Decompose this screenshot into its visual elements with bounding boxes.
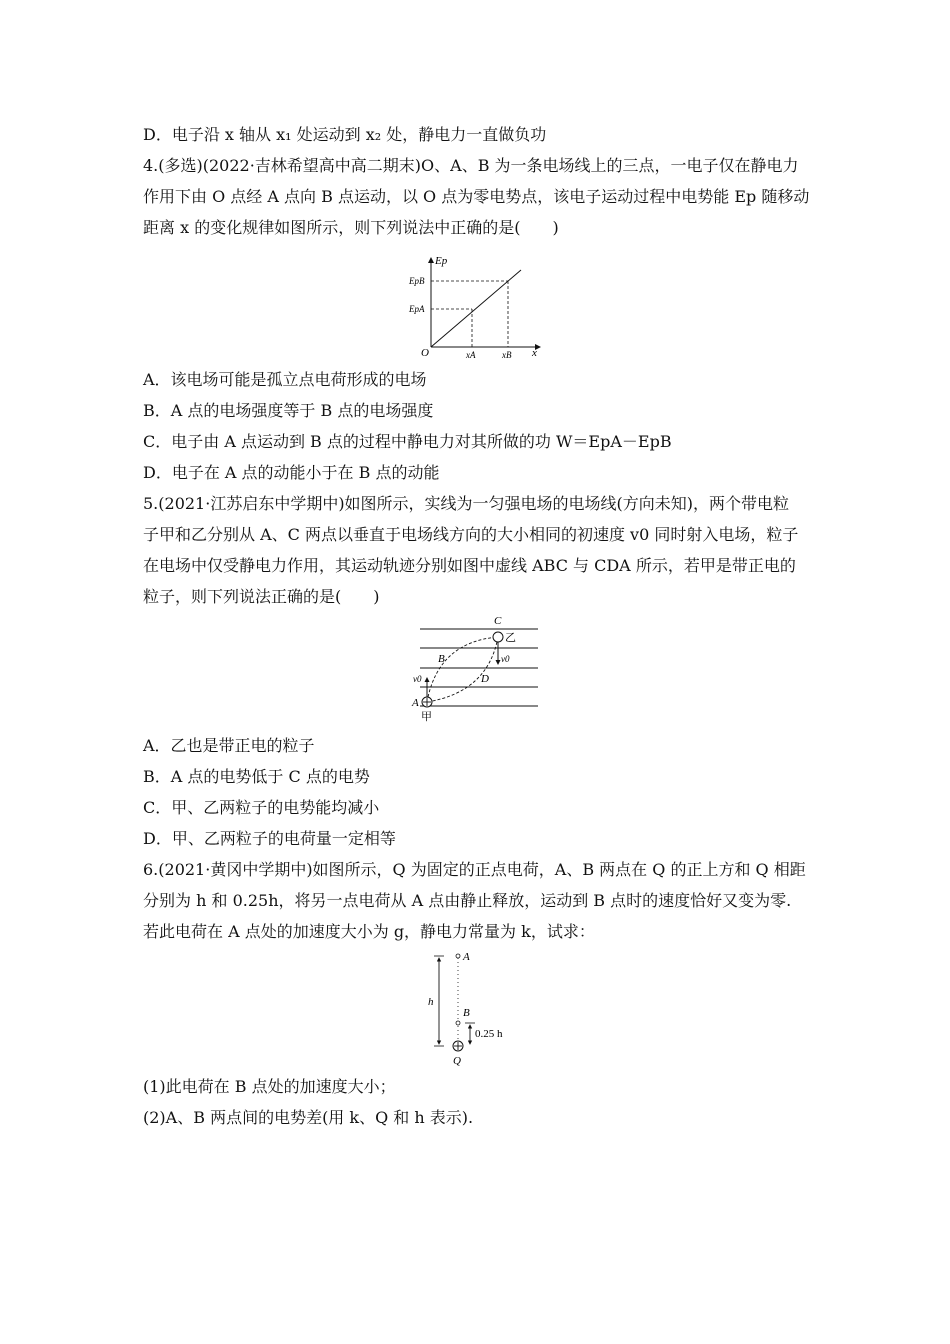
q5-option-d: D．甲、乙两粒子的电荷量一定相等 xyxy=(143,829,396,848)
q4-option-b: B．A 点的电场强度等于 B 点的电场强度 xyxy=(143,401,434,420)
q5-stem-line4: 粒子，则下列说法正确的是( ) xyxy=(143,587,380,606)
q4-stem-line3: 距离 x 的变化规律如图所示，则下列说法中正确的是( ) xyxy=(143,218,559,237)
q3-option-d: D．电子沿 x 轴从 x₁ 处运动到 x₂ 处，静电力一直做负功 xyxy=(143,125,547,144)
q4-ep-x-graph xyxy=(405,252,550,362)
q6-label-q: Q xyxy=(453,1055,461,1067)
q5-field-diagram xyxy=(408,612,543,727)
q5-label-v0-right: v0 xyxy=(501,654,510,664)
q5-label-a: A xyxy=(412,697,419,709)
q6-label-025h: 0.25 h xyxy=(475,1028,503,1040)
q6-subquestion-1: (1)此电荷在 B 点处的加速度大小； xyxy=(143,1077,396,1096)
q4-option-a: A．该电场可能是孤立点电荷形成的电场 xyxy=(143,370,427,389)
q4-ep-line xyxy=(431,270,521,347)
q4-option-d: D．电子在 A 点的动能小于在 B 点的动能 xyxy=(143,463,440,482)
q6-label-h: h xyxy=(428,996,434,1008)
q5-label-d: D xyxy=(481,673,489,685)
q4-epa-label: EpA xyxy=(409,304,425,314)
q5-stem-line1: 5.(2021·江苏启东中学期中)如图所示，实线为一匀强电场的电场线(方向未知)，两个带电粒 xyxy=(143,494,790,513)
q4-origin-label: O xyxy=(421,347,429,359)
q4-stem-line1: 4.(多选)(2022·吉林希望高中高二期末)O、A、B 为一条电场线上的三点，一电子仅在静电力 xyxy=(143,156,799,175)
q5-label-c: C xyxy=(494,615,502,627)
q4-stem-line2: 作用下由 O 点经 A 点向 B 点运动，以 O 点为零电势点，该电子运动过程中电势能 Ep 随移动 xyxy=(143,187,810,206)
q6-point-b xyxy=(456,1021,460,1025)
q4-epb-label: EpB xyxy=(409,276,425,286)
q5-stem-line3: 在电场中仅受静电力作用，其运动轨迹分别如图中虚线 ABC 与 CDA 所示，若甲是带正电的 xyxy=(143,556,796,575)
q5-stem-line2: 子甲和乙分别从 A、C 两点以垂直于电场线方向的大小相同的初速度 v0 同时射入电场，粒子 xyxy=(143,525,799,544)
q5-label-b: B xyxy=(438,653,445,665)
q4-y-axis-label: Ep xyxy=(435,255,448,267)
q6-stem-line3: 若此电荷在 A 点处的加速度大小为 g，静电力常量为 k，试求： xyxy=(143,922,595,941)
q5-option-b: B．A 点的电势低于 C 点的电势 xyxy=(143,767,370,786)
q5-label-yi: 乙 xyxy=(505,632,516,644)
q4-xa-label: xA xyxy=(466,350,476,360)
q5-option-a: A．乙也是带正电的粒子 xyxy=(143,736,315,755)
q6-stem-line2: 分别为 h 和 0.25h，将另一点电荷从 A 点由静止释放，运动到 B 点时的速度恰好又变为零. xyxy=(143,891,792,910)
q6-label-b: B xyxy=(463,1007,470,1019)
q6-label-a: A xyxy=(463,951,470,963)
q6-charge-diagram xyxy=(425,950,525,1068)
q4-xb-label: xB xyxy=(502,350,512,360)
q6-point-a xyxy=(456,954,460,958)
q5-particle-yi xyxy=(493,632,503,642)
q5-trajectory-abc xyxy=(427,637,498,702)
q4-option-c: C．电子由 A 点运动到 B 点的过程中静电力对其所做的功 W＝EpA－EpB xyxy=(143,432,672,451)
q5-label-v0-left: v0 xyxy=(413,674,422,684)
q4-x-axis-label: x xyxy=(532,347,537,359)
q5-option-c: C．甲、乙两粒子的电势能均减小 xyxy=(143,798,380,817)
q5-label-jia: 甲 xyxy=(421,711,432,723)
q6-subquestion-2: (2)A、B 两点间的电势差(用 k、Q 和 h 表示). xyxy=(143,1108,474,1127)
q6-stem-line1: 6.(2021·黄冈中学期中)如图所示，Q 为固定的正点电荷，A、B 两点在 Q 的正上方和 Q 相距 xyxy=(143,860,806,879)
